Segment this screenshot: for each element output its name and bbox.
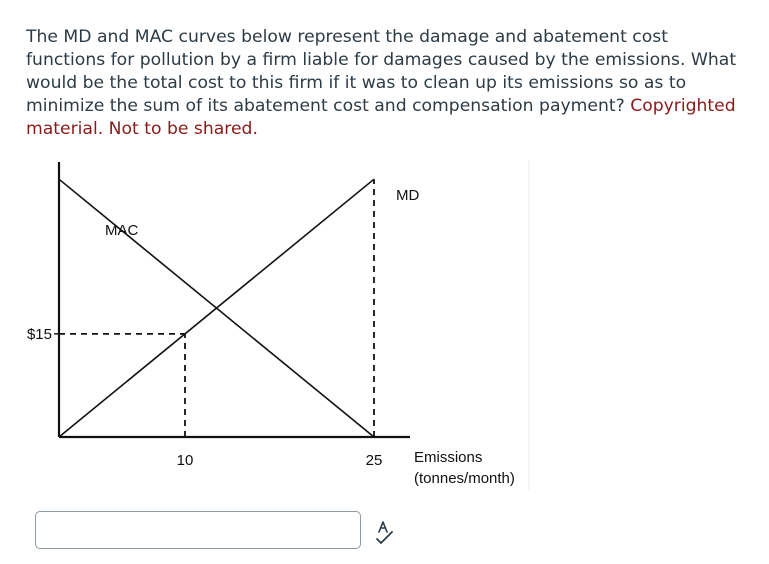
question-text <box>26 26 751 141</box>
md-curve-label: MD <box>396 187 420 204</box>
x-tick-label: 25 <box>365 452 383 469</box>
x-axis-unit-label: (tonnes/month) <box>414 470 515 487</box>
x-tick-label: 10 <box>176 452 194 469</box>
copyright-notice: Copyrighted material. Not to be shared. <box>26 96 736 139</box>
spell-check-icon[interactable] <box>374 520 396 544</box>
cost-curves-chart <box>18 150 558 500</box>
question-body: The MD and MAC curves below represent the damage and abatement cost functions for pollution by a firm liable for damages caused by the emissions. What would be the total cost to this firm if it was to clean up its emissions so as to minimize the sum of its abatement cost and compensation payment? <box>26 27 737 116</box>
answer-input[interactable] <box>35 511 361 549</box>
mac-curve-label: MAC <box>105 222 139 239</box>
y-tick-label: $15 <box>26 325 52 343</box>
x-axis-label: Emissions <box>414 449 483 466</box>
